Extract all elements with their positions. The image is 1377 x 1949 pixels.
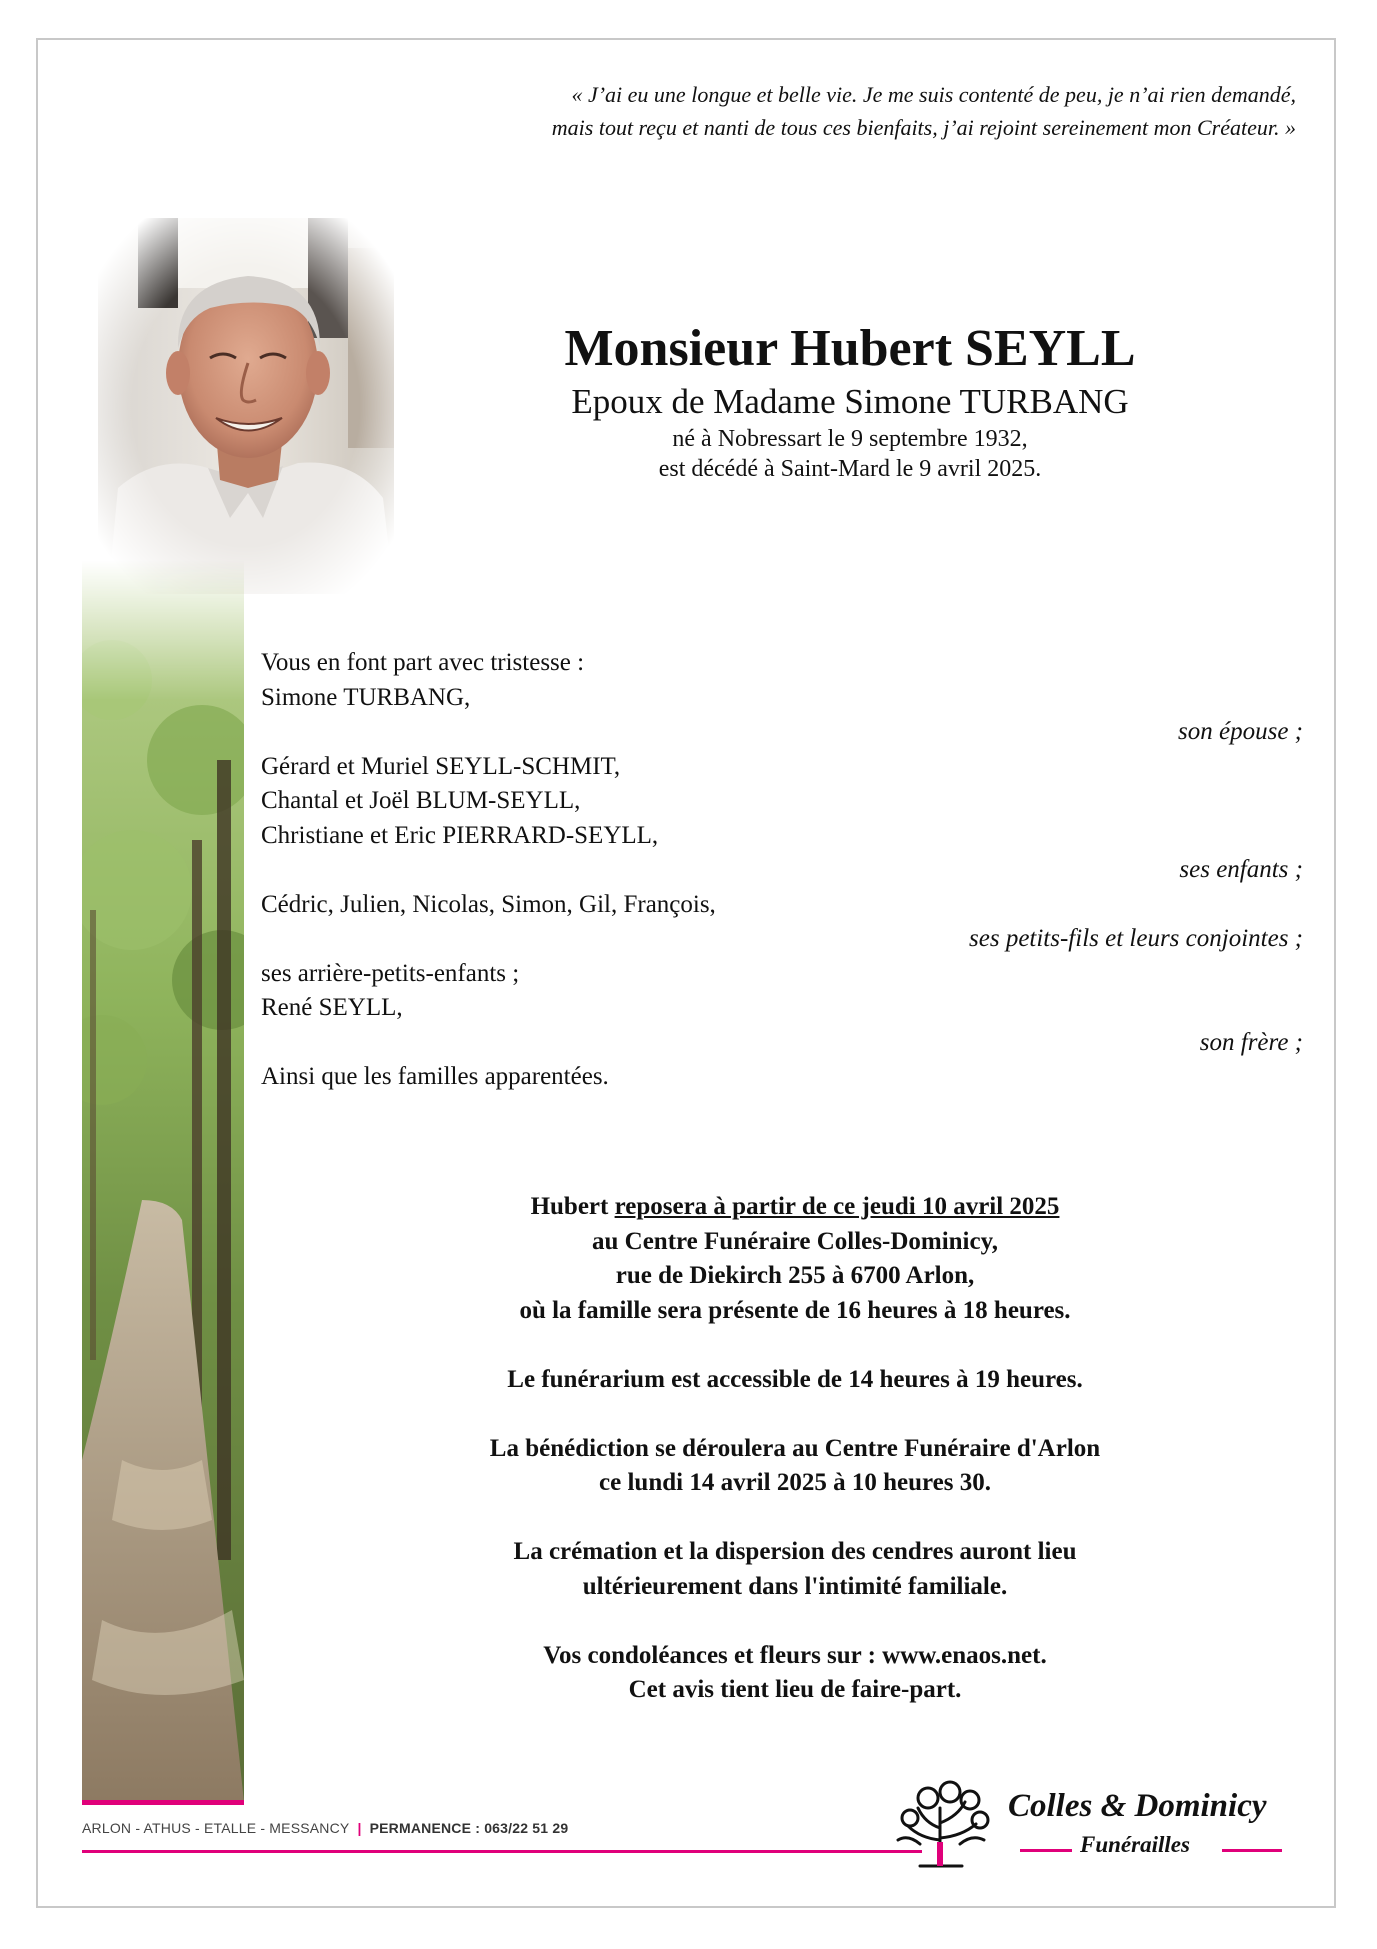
condolences-line: Vos condoléances et fleurs sur : www.enaos.net. bbox=[543, 1641, 1047, 1669]
brand-subtitle: Funérailles bbox=[1080, 1832, 1190, 1857]
family-line: Vous en font part avec tristesse : bbox=[261, 649, 585, 676]
family-role: ses enfants ; bbox=[1179, 856, 1303, 883]
spouse-line: Epoux de Madame Simone TURBANG bbox=[571, 382, 1129, 421]
family-list bbox=[261, 646, 1303, 1095]
blessing-line-1: La bénédiction se déroulera au Centre Funéraire d'Arlon bbox=[489, 1434, 1101, 1462]
quote-line-2: mais tout reçu et nanti de tous ces bienfaits, j’ai rejoint sereinement mon Créateur. » bbox=[551, 115, 1296, 140]
brand-rule-right bbox=[1222, 1849, 1282, 1852]
family-line: Simone TURBANG, bbox=[261, 683, 471, 711]
birth-line: né à Nobressart le 9 septembre 1932, bbox=[672, 426, 1028, 452]
deceased-header bbox=[450, 318, 1250, 484]
funerarium-hours bbox=[300, 1363, 1290, 1398]
family-line: Gérard et Muriel SEYLL-SCHMIT, bbox=[261, 752, 621, 780]
family-line: Chantal et Joël BLUM-SEYLL, bbox=[261, 787, 581, 814]
family-line: Christiane et Eric PIERRARD-SEYLL, bbox=[261, 821, 659, 849]
blessing-line-2: ce lundi 14 avril 2025 à 10 heures 30. bbox=[599, 1469, 991, 1496]
footer-rule bbox=[82, 1850, 922, 1853]
visitation-hours: où la famille sera présente de 16 heures à 18 heures. bbox=[519, 1296, 1071, 1324]
funeral-home-logo bbox=[880, 1778, 1300, 1868]
death-line: est décédé à Saint-Mard le 9 avril 2025. bbox=[658, 456, 1042, 482]
cremation-line-1: La crémation et la dispersion des cendres auront lieu bbox=[513, 1538, 1077, 1565]
quote-line-1: « J’ai eu une longue et belle vie. Je me suis contenté de peu, je n’ai rien demandé, bbox=[571, 82, 1296, 107]
brand-name: Colles & Dominicy bbox=[1008, 1788, 1267, 1824]
footer-locations: ARLON - ATHUS - ETALLE - MESSANCY bbox=[82, 1820, 350, 1836]
family-role: ses petits-fils et leurs conjointes ; bbox=[969, 925, 1303, 952]
cremation-paragraph bbox=[300, 1535, 1290, 1604]
family-role: son frère ; bbox=[1199, 1028, 1303, 1056]
footer-permanence: PERMANENCE : 063/22 51 29 bbox=[369, 1820, 569, 1836]
family-line: Cédric, Julien, Nicolas, Simon, Gil, François, bbox=[261, 890, 716, 918]
blessing-paragraph bbox=[300, 1432, 1290, 1501]
footer-info bbox=[82, 1820, 568, 1836]
deceased-name: Monsieur Hubert SEYLL bbox=[564, 320, 1136, 377]
visitation-address: rue de Diekirch 255 à 6700 Arlon, bbox=[615, 1262, 975, 1289]
brand-rule-left bbox=[1020, 1849, 1072, 1852]
family-line: René SEYLL, bbox=[261, 994, 403, 1021]
family-line: Ainsi que les familles apparentées. bbox=[261, 1063, 609, 1090]
footer-separator: | bbox=[357, 1820, 362, 1836]
tree-logo-icon bbox=[880, 1778, 1010, 1868]
family-line: ses arrière-petits-enfants ; bbox=[261, 959, 520, 987]
ceremony-details bbox=[300, 1190, 1290, 1742]
visitation-name: Hubert bbox=[530, 1193, 609, 1220]
notice-line: Cet avis tient lieu de faire-part. bbox=[628, 1676, 962, 1703]
forest-path-image bbox=[82, 560, 244, 1802]
visitation-place: au Centre Funéraire Colles-Dominicy, bbox=[592, 1227, 998, 1255]
condolences-paragraph bbox=[300, 1639, 1290, 1708]
visitation-paragraph bbox=[300, 1190, 1290, 1328]
family-role: son épouse ; bbox=[1178, 718, 1303, 745]
funerarium-hours-text: Le funérarium est accessible de 14 heures à 19 heures. bbox=[507, 1365, 1083, 1393]
quote bbox=[300, 78, 1296, 144]
visitation-date: reposera à partir de ce jeudi 10 avril 2025 bbox=[614, 1193, 1060, 1220]
portrait-photo bbox=[98, 218, 394, 594]
cremation-line-2: ultérieurement dans l'intimité familiale. bbox=[582, 1572, 1008, 1600]
accent-bar bbox=[82, 1800, 244, 1805]
